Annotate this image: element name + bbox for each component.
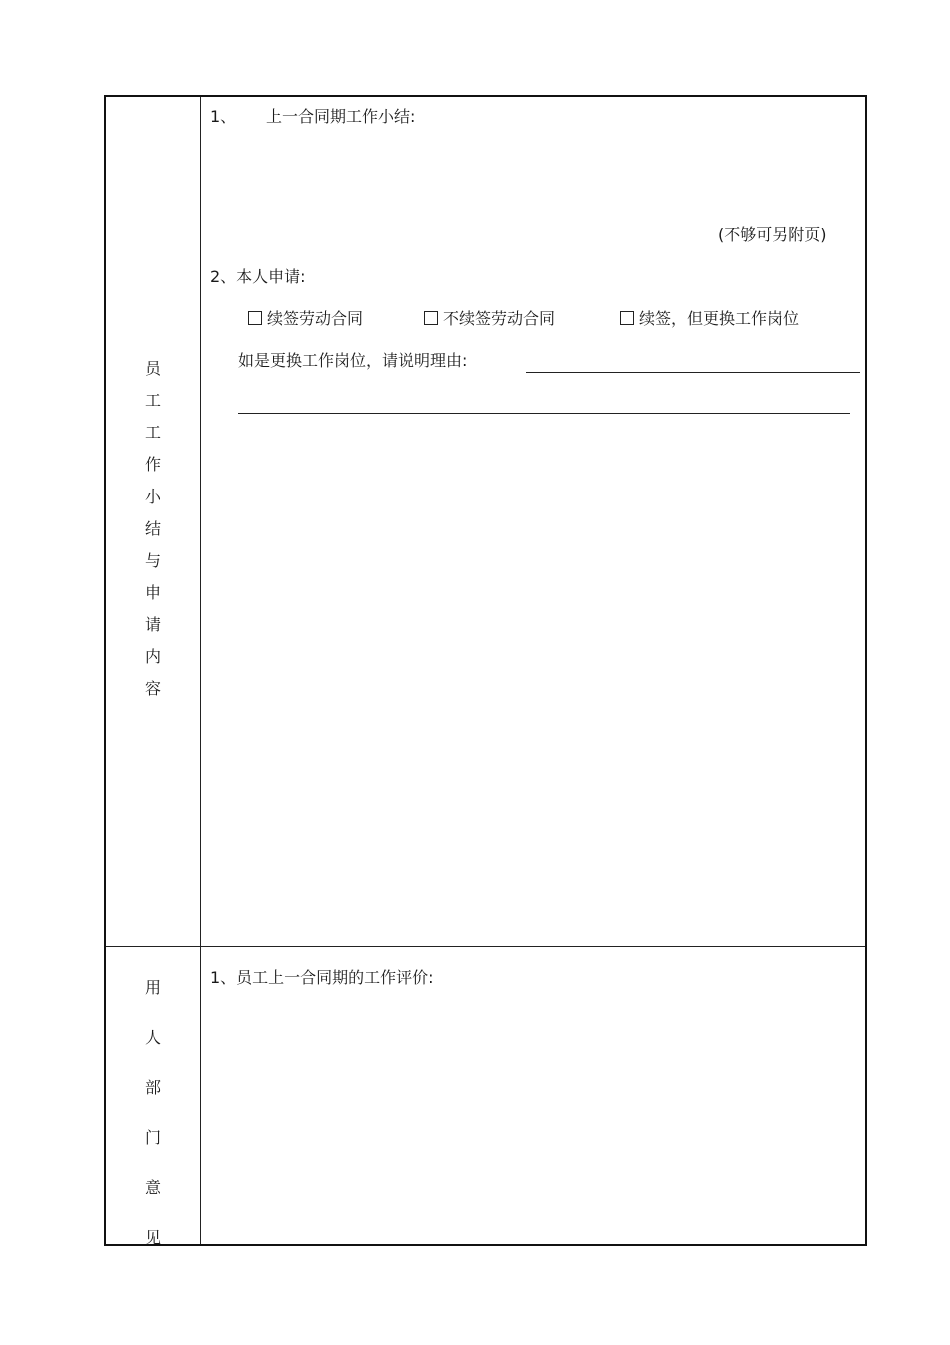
reason-underline[interactable] [526,372,860,373]
column-divider [200,97,201,1244]
label-char: 请 [144,615,161,634]
option-label: 续签，但更换工作岗位 [639,309,800,328]
reason-underline[interactable] [238,413,850,414]
label-char: 见 [144,1228,161,1247]
department-opinion-label [106,963,200,1263]
item1-number: 1、 [210,107,237,126]
label-char: 用 [144,978,161,997]
item2-title: 2、本人申请: [210,267,306,286]
label-char: 容 [144,679,161,698]
employee-summary-label [106,353,200,705]
label-char: 与 [144,551,161,570]
label-char: 作 [144,455,161,474]
label-char: 申 [144,583,161,602]
label-char: 员 [144,359,161,378]
evaluation-title: 1、员工上一合同期的工作评价: [210,968,434,987]
label-char: 内 [144,647,161,666]
reason-prompt: 如是更换工作岗位，请说明理由: [238,351,468,370]
attach-note: (不够可另附页) [718,225,827,244]
label-char: 门 [144,1128,161,1147]
option-not-renew[interactable] [424,309,555,329]
checkbox-icon[interactable] [620,311,634,325]
label-char: 意 [144,1178,161,1197]
renewal-form-table [104,95,867,1246]
option-renew-change-post[interactable] [620,309,799,329]
option-label: 不续签劳动合同 [443,309,556,328]
item1-title: 上一合同期工作小结: [266,107,416,126]
checkbox-icon[interactable] [248,311,262,325]
label-char: 工 [144,423,161,442]
label-char: 结 [144,519,161,538]
row-divider [106,946,865,947]
option-label: 续签劳动合同 [267,309,364,328]
label-char: 人 [144,1028,161,1047]
label-char: 部 [144,1078,161,1097]
label-char: 工 [144,391,161,410]
checkbox-icon[interactable] [424,311,438,325]
option-renew[interactable] [248,309,363,329]
label-char: 小 [144,487,161,506]
